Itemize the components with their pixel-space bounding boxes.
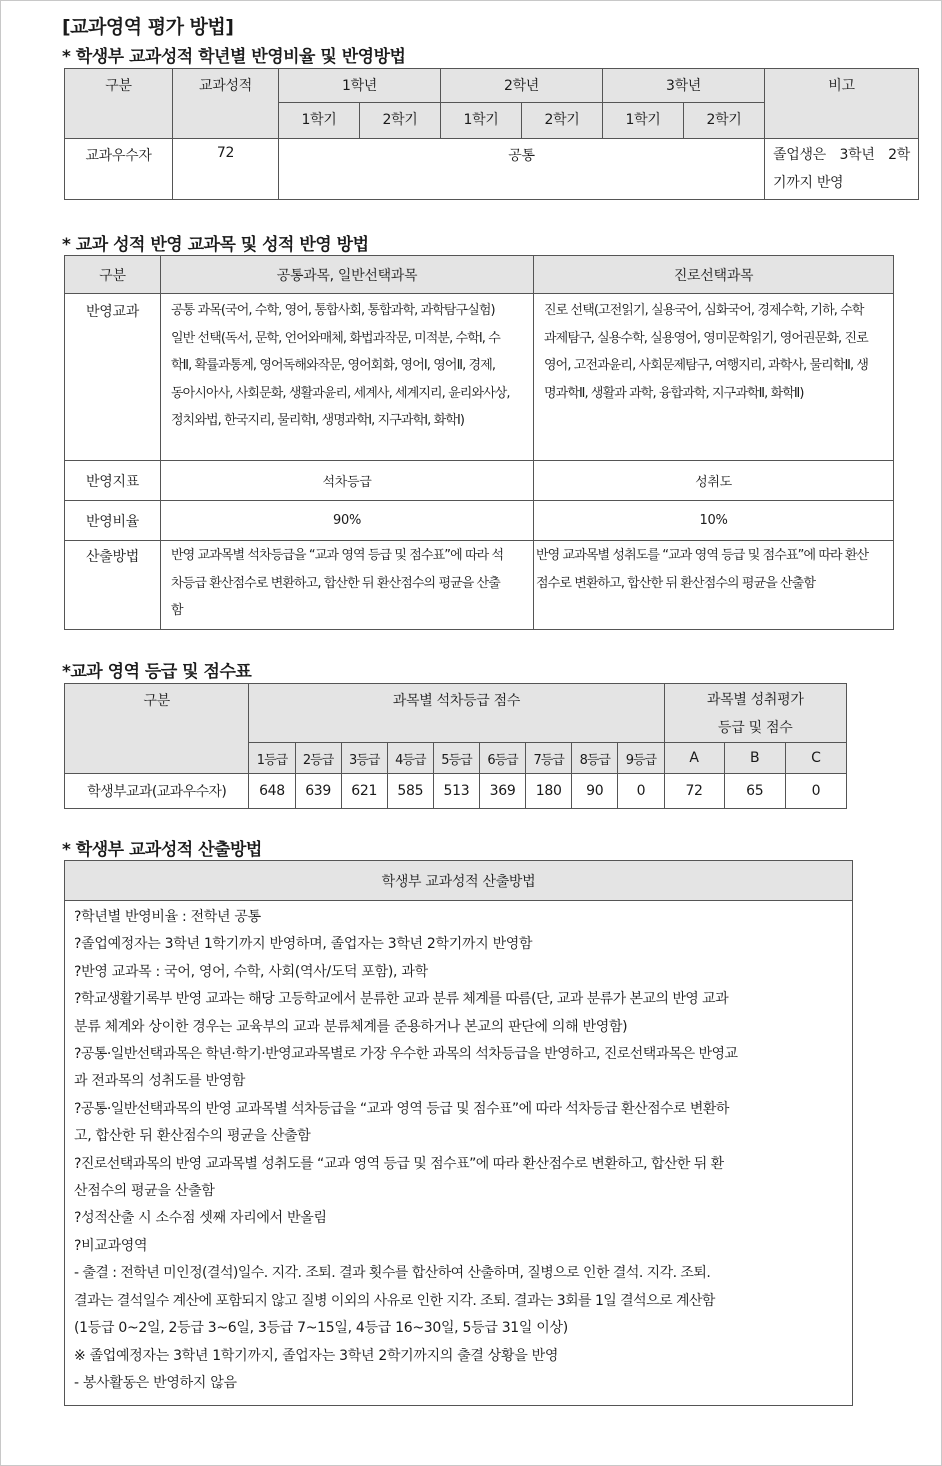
rank-score-cell: 621 xyxy=(341,774,387,809)
header-line: 과목별 성취평가 xyxy=(706,692,804,708)
rank-score-cell: 648 xyxy=(249,774,295,809)
header-common-general: 공통과목, 일반선택과목 xyxy=(161,256,534,294)
header-semester: 2학기 xyxy=(360,103,441,139)
note-line: 졸업생은 3학년 2학 xyxy=(773,147,910,163)
method-line: 고, 합산한 뒤 환산점수의 평균을 산출함 xyxy=(74,1128,311,1145)
method-line: ※ 졸업예정자는 3학년 1학기까지, 졸업자는 3학년 2학기까지의 출결 상황을 반영 xyxy=(74,1347,559,1364)
method-career-elective xyxy=(534,541,894,630)
header-ach-grade: B xyxy=(724,743,785,774)
section2-title: * 교과 성적 반영 교과목 및 성적 반영 방법 xyxy=(62,235,369,255)
header-semester: 2학기 xyxy=(684,103,765,139)
indicator-common-general: 석차등급 xyxy=(161,461,534,501)
text-line: 정치와법, 한국지리, 물리학Ⅰ, 생명과학Ⅰ, 지구과학Ⅰ, 화학Ⅰ) xyxy=(171,413,465,429)
rank-score-cell: 585 xyxy=(387,774,433,809)
row-grade-score: 72 xyxy=(173,139,279,200)
header-semester: 1학기 xyxy=(441,103,522,139)
rank-score-cell: 639 xyxy=(295,774,341,809)
method-line: 산점수의 평균을 산출함 xyxy=(74,1183,215,1200)
header-year1: 1학년 xyxy=(279,69,441,103)
note-line: 기까지 반영 xyxy=(773,175,844,191)
header-rank-grade: 8등급 xyxy=(572,743,618,774)
row-label-indicator: 반영지표 xyxy=(65,461,161,501)
header-ach-grade: A xyxy=(664,743,724,774)
rank-score-cell: 513 xyxy=(433,774,479,809)
rank-score-cell: 90 xyxy=(572,774,618,809)
method-line: ?공통·일반선택과목의 반영 교과목별 석차등급을 “교과 영역 등급 및 점수표”에 따라 석차등급 환산점수로 변환하 xyxy=(74,1100,729,1117)
header-rank-grade: 7등급 xyxy=(526,743,572,774)
row-common: 공통 xyxy=(279,139,765,200)
method-line: ?비교과영역 xyxy=(74,1237,148,1254)
text-line: 공통 과목(국어, 수학, 영어, 통합사회, 통합과학, 과학탐구실험) xyxy=(171,303,495,318)
grade-ratio-table xyxy=(64,68,919,200)
text-line: 과제탐구, 실용수학, 실용영어, 영미문학읽기, 영어권문화, 진로 xyxy=(544,330,868,346)
rank-score-cell: 369 xyxy=(479,774,525,809)
header-rank-grade: 6등급 xyxy=(479,743,525,774)
text-line: 점수로 변환하고, 합산한 뒤 환산점수의 평균을 산출함 xyxy=(536,575,816,591)
header-career-elective: 진로선택과목 xyxy=(534,256,894,294)
text-line: 함 xyxy=(171,603,183,619)
row-division: 교과우수자 xyxy=(65,139,173,200)
ach-score-cell: 65 xyxy=(724,774,785,809)
header-rank-grade: 4등급 xyxy=(387,743,433,774)
header-division: 구분 xyxy=(65,256,161,294)
header-note: 비고 xyxy=(765,69,919,139)
method-line: ?공통·일반선택과목은 학년·학기·반영교과목별로 가장 우수한 과목의 석차등급을 반영하고, 진로선택과목은 반영교 xyxy=(74,1046,738,1063)
row-label-method: 산출방법 xyxy=(65,541,161,630)
header-ach-grade: C xyxy=(785,743,846,774)
text-line: 반영 교과목별 성취도를 “교과 영역 등급 및 점수표”에 따라 환산 xyxy=(536,548,869,563)
row-label-subjects: 반영교과 xyxy=(65,294,161,461)
grade-score-table xyxy=(64,683,847,809)
subject-reflection-table xyxy=(64,255,894,630)
method-common-general xyxy=(161,541,534,630)
document-title: [교과영역 평가 방법] xyxy=(62,16,234,38)
row-note xyxy=(765,139,919,200)
subjects-common-general xyxy=(161,294,534,461)
ach-score-cell: 72 xyxy=(664,774,724,809)
header-line: 등급 및 점수 xyxy=(718,720,793,736)
calculation-method-table xyxy=(64,860,853,1406)
text-line: 명과학Ⅱ, 생활과 과학, 융합과학, 지구과학Ⅱ, 화학Ⅱ) xyxy=(544,385,804,401)
section3-title: *교과 영역 등급 및 점수표 xyxy=(62,662,252,682)
header-semester: 1학기 xyxy=(603,103,684,139)
text-line: 반영 교과목별 석차등급을 “교과 영역 등급 및 점수표”에 따라 석 xyxy=(171,548,504,563)
section1-title: * 학생부 교과성적 학년별 반영비율 및 반영방법 xyxy=(62,47,406,67)
method-line: - 출결 : 전학년 미인정(결석)일수. 지각. 조퇴. 결과 횟수를 합산하여 산출하며, 질병으로 인한 결석. 지각. 조퇴. xyxy=(74,1265,711,1282)
header-grade-score: 교과성적 xyxy=(173,69,279,139)
header-semester: 2학기 xyxy=(522,103,603,139)
ratio-career-elective: 10% xyxy=(534,501,894,541)
header-year2: 2학년 xyxy=(441,69,603,103)
method-line: ?반영 교과목 : 국어, 영어, 수학, 사회(역사/도덕 포함), 과학 xyxy=(74,963,428,980)
text-line: 동아시아사, 사회문화, 생활과윤리, 세계사, 세계지리, 윤리와사상, xyxy=(171,385,510,401)
header-year3: 3학년 xyxy=(603,69,765,103)
ach-score-cell: 0 xyxy=(785,774,846,809)
indicator-career-elective: 성취도 xyxy=(534,461,894,501)
rank-score-cell: 0 xyxy=(618,774,664,809)
calculation-header: 학생부 교과성적 산출방법 xyxy=(65,861,853,901)
header-semester: 1학기 xyxy=(279,103,360,139)
text-line: 진로 선택(고전읽기, 실용국어, 심화국어, 경제수학, 기하, 수학 xyxy=(544,303,864,318)
method-line: ?학년별 반영비율 : 전학년 공통 xyxy=(74,909,261,925)
method-line: ?진로선택과목의 반영 교과목별 성취도를 “교과 영역 등급 및 점수표”에 따라 환산점수로 변환하고, 합산한 뒤 환 xyxy=(74,1155,724,1172)
method-line: (1등급 0~2일, 2등급 3~6일, 3등급 7~15일, 4등급 16~30일, 5등급 31일 이상) xyxy=(74,1320,568,1337)
header-rank-grade: 5등급 xyxy=(433,743,479,774)
calculation-body xyxy=(65,901,853,1406)
text-line: 일반 선택(독서, 문학, 언어와매체, 화법과작문, 미적분, 수학Ⅰ, 수 xyxy=(171,330,500,346)
header-rank-grade: 3등급 xyxy=(341,743,387,774)
text-line: 차등급 환산점수로 변환하고, 합산한 뒤 환산점수의 평균을 산출 xyxy=(171,575,500,591)
text-line: 영어, 고전과윤리, 사회문제탐구, 여행지리, 과학사, 물리학Ⅱ, 생 xyxy=(544,358,869,374)
row-label: 학생부교과(교과우수자) xyxy=(65,774,249,809)
row-label-ratio: 반영비율 xyxy=(65,501,161,541)
method-line: 과 전과목의 성취도를 반영함 xyxy=(74,1073,246,1090)
header-rank-grade: 2등급 xyxy=(295,743,341,774)
method-line: ?졸업예정자는 3학년 1학기까지 반영하며, 졸업자는 3학년 2학기까지 반영함 xyxy=(74,936,533,953)
header-rank-grade: 9등급 xyxy=(618,743,664,774)
method-line: ?학교생활기록부 반영 교과는 해당 고등학교에서 분류한 교과 분류 체계를 따름(단, 교과 분류가 본교의 반영 교과 xyxy=(74,991,729,1008)
header-division: 구분 xyxy=(65,69,173,139)
rank-score-cell: 180 xyxy=(526,774,572,809)
method-line: ?성적산출 시 소수점 셋째 자리에서 반올림 xyxy=(74,1210,327,1227)
section4-title: * 학생부 교과성적 산출방법 xyxy=(62,840,262,860)
method-line: 분류 체계와 상이한 경우는 교육부의 교과 분류체계를 준용하거나 본교의 판단에 의해 반영함) xyxy=(74,1018,628,1035)
text-line: 학Ⅱ, 확률과통계, 영어독해와작문, 영어회화, 영어Ⅰ, 영어Ⅱ, 경제, xyxy=(171,358,496,374)
ratio-common-general: 90% xyxy=(161,501,534,541)
header-rank-scores: 과목별 석차등급 점수 xyxy=(249,684,664,743)
method-line: - 봉사활동은 반영하지 않음 xyxy=(74,1374,237,1391)
subjects-career-elective xyxy=(534,294,894,461)
method-line: 결과는 결석일수 계산에 포함되지 않고 질병 이외의 사유로 인한 지각. 조퇴. 결과는 3회를 1일 결석으로 계산함 xyxy=(74,1292,715,1309)
header-achievement-scores xyxy=(664,684,847,743)
header-rank-grade: 1등급 xyxy=(249,743,295,774)
header-division: 구분 xyxy=(65,684,249,774)
